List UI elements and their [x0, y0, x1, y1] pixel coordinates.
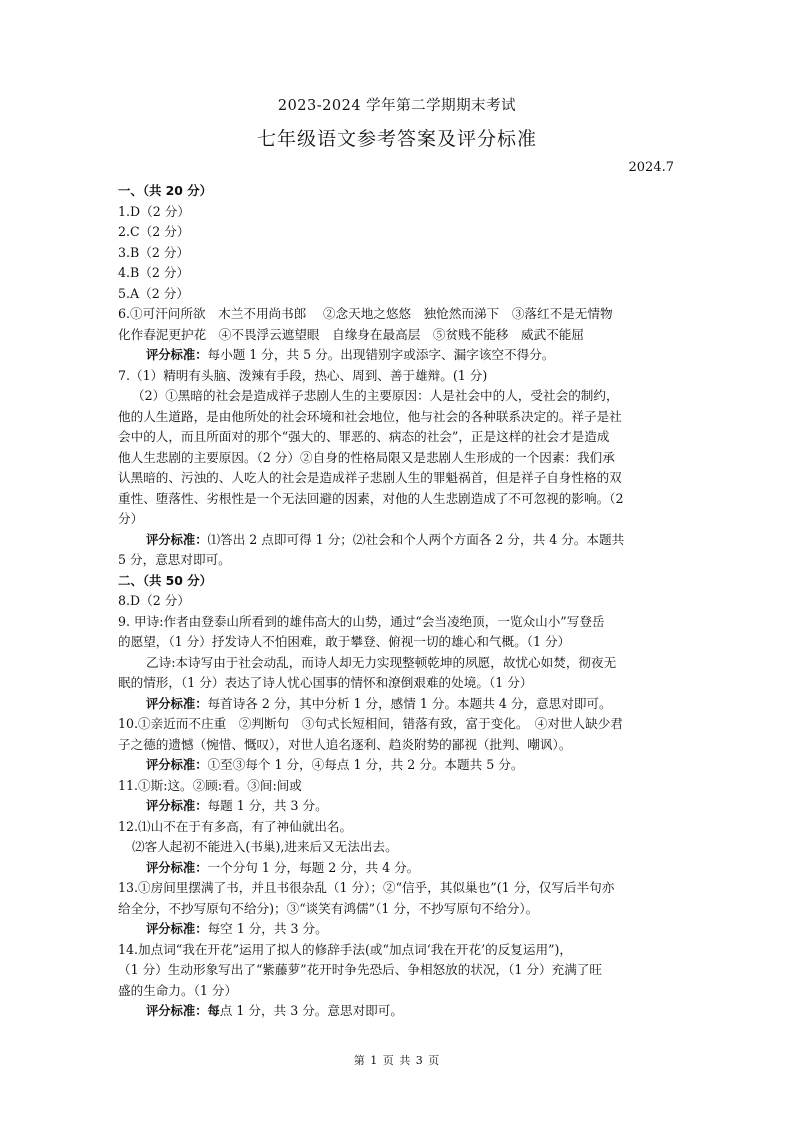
answer-line: 盛的生命力。（1 分） — [118, 982, 238, 998]
answer-line: 的愿望，（1 分）抒发诗人不怕困难，敢于攀登、俯视一切的雄心和气概。（1 分） — [118, 634, 571, 649]
section-heading: 一、（共 20 分） — [118, 183, 213, 198]
scoring-criteria-label: 评分标准： — [146, 348, 208, 362]
answer-line: ⑵客人起初不能进入(书巢),进来后又无法出去。 — [132, 839, 398, 854]
answer-line: 1.D（2 分） — [118, 203, 190, 219]
answer-line: 9. 甲诗:作者由登泰山所看到的雄伟高大的山势，通过“会当凌绝顶，一览众山小”写登岳 — [118, 613, 605, 629]
exam-title: 2023-2024 学年第二学期期末考试 — [277, 98, 517, 114]
answer-line: 10.①亲近而不庄重 ②判断句 ③句式长短相间，错落有致，富于变化。 ④对世人缺少君 — [118, 716, 623, 731]
answer-line: 14.加点词“我在开花”运用了拟人的修辞手法(或“加点词‘我在开花’的反复运用”)， — [118, 941, 573, 957]
scoring-criteria-text: 一个分句 1 分，每题 2 分，共 4 分。 — [207, 859, 420, 875]
page-number-footer: 第 1 页 共 3 页 — [353, 1054, 441, 1067]
scoring-criteria-text: ①至③每个 1 分，④每点 1 分，共 2 分。本题共 5 分。 — [207, 757, 524, 772]
scoring-criteria — [118, 858, 678, 879]
answer-line: 12.⑴山不在于有多高，有了神仙就出名。 — [118, 818, 353, 834]
answer-line: 化作春泥更护花 ④不畏浮云遮望眼 自缘身在最高层 ⑤贫贱不能移 威武不能屈 — [118, 326, 584, 342]
answer-line: 眠的情形，（1 分）表达了诗人忧心国事的情怀和潦倒艰难的处境。（1 分） — [118, 675, 533, 690]
section-heading: 二、（共 50 分） — [118, 572, 213, 588]
scoring-criteria-text: ⑴答出 2 点即可得 1 分；⑵社会和个人两个方面各 2 分，共 4 分。本题共 — [207, 531, 625, 547]
scoring-criteria — [118, 530, 678, 551]
answer-line: 8.D（2 分） — [118, 593, 190, 608]
answer-line: 他人生悲剧的主要原因。（2 分）②自身的性格局限又是悲剧人生形成的一个因素：我们承 — [118, 449, 615, 465]
answer-line: 6.①可汗问所欲 木兰不用尚书郎 ②念天地之悠悠 独怆然而涕下 ③落红不是无情物 — [118, 306, 613, 321]
document-date: 2024.7 — [628, 160, 674, 175]
scoring-criteria-text: 每空 1 分，共 3 分。 — [207, 921, 328, 936]
scoring-criteria-text: 点 1 分，共 3 分。意思对即可。 — [219, 1003, 403, 1018]
answer-line: 他的人生道路，是由他所处的社会环境和社会地位，他与社会的各种联系决定的。祥子是社 — [118, 408, 622, 424]
scoring-criteria-label: 评分标准： — [146, 922, 208, 936]
document-title: 七年级语文参考答案及评分标准 — [256, 128, 537, 150]
answer-body — [118, 181, 678, 1022]
answer-line: 5.A（2 分） — [118, 285, 189, 301]
scoring-criteria — [118, 345, 678, 366]
scoring-criteria — [118, 1001, 678, 1022]
scoring-criteria-label: 评分标准： — [146, 696, 208, 711]
answer-line: 认黑暗的、污浊的、人吃人的社会是造成祥子悲剧人生的罪魁祸首，但是祥子自身性格的双 — [118, 470, 622, 485]
answer-line: （2）①黑暗的社会是造成祥子悲剧人生的主要原因：人是社会中的人，受社会的制约， — [132, 388, 619, 403]
scoring-criteria-text: 每首诗各 2 分，其中分析 1 分，感情 1 分。本题共 4 分，意思对即可。 — [207, 695, 612, 711]
scoring-criteria-label: 评分标准： — [146, 758, 208, 772]
answer-line: 11.①斯:这。②顾:看。③间:间或 — [118, 777, 302, 793]
scoring-criteria-text: 每题 1 分，共 3 分。 — [207, 798, 328, 813]
answer-line: 乙诗:本诗写由于社会动乱，而诗人却无力实现整顿乾坤的夙愿，故忧心如焚，彻夜无 — [146, 654, 617, 670]
answer-line: 重性、堕落性、劣根性是一个无法回避的因素，对他的人生悲剧造成了不可忽视的影响。（2 — [118, 490, 624, 506]
answer-line: 4.B（2 分） — [118, 265, 190, 280]
answer-line: 13.①房间里摆满了书，并且书很杂乱（1 分）；②“信乎，其似巢也”(1 分，仅写后半句亦 — [118, 880, 615, 895]
answer-line: （1 分）生动形象写出了“紫藤萝”花开时争先恐后、争相怒放的状况，（1 分）充满了旺 — [118, 962, 602, 977]
answer-line: 2.C（2 分） — [118, 224, 190, 239]
scoring-criteria-label: 评分标准： — [146, 532, 208, 547]
answer-line: 3.B（2 分） — [118, 244, 190, 260]
answer-line: 分） — [118, 511, 144, 526]
scoring-criteria — [118, 694, 678, 715]
scoring-criteria — [118, 755, 678, 776]
answer-line: 7.（1）精明有头脑、泼辣有手段，热心、周到、善于雄辩。(1 分) — [118, 367, 488, 383]
answer-line: 5 分，意思对即可。 — [118, 552, 231, 567]
scoring-criteria-label: 评分标准：每 — [146, 1004, 220, 1018]
answer-line: 子之德的遗憾（惋惜、慨叹），对世人追名逐利、趋炎附势的鄙视（批判、嘲讽）。 — [118, 736, 572, 752]
scoring-criteria-text: 每小题 1 分，共 5 分。出现错别字或添字、漏字该空不得分。 — [207, 347, 555, 362]
scoring-criteria-label: 评分标准： — [146, 860, 208, 875]
scoring-criteria — [118, 796, 678, 817]
answer-line: 给全分，不抄写原句不给分)；③“谈笑有鸿儒”（1 分，不抄写原句不给分）。 — [118, 900, 539, 916]
scoring-criteria — [118, 919, 678, 940]
answer-line: 会中的人，而且所面对的那个“强大的、罪恶的、病态的社会”，正是这样的社会才是造成 — [118, 429, 610, 444]
scoring-criteria-label: 评分标准： — [146, 799, 208, 813]
